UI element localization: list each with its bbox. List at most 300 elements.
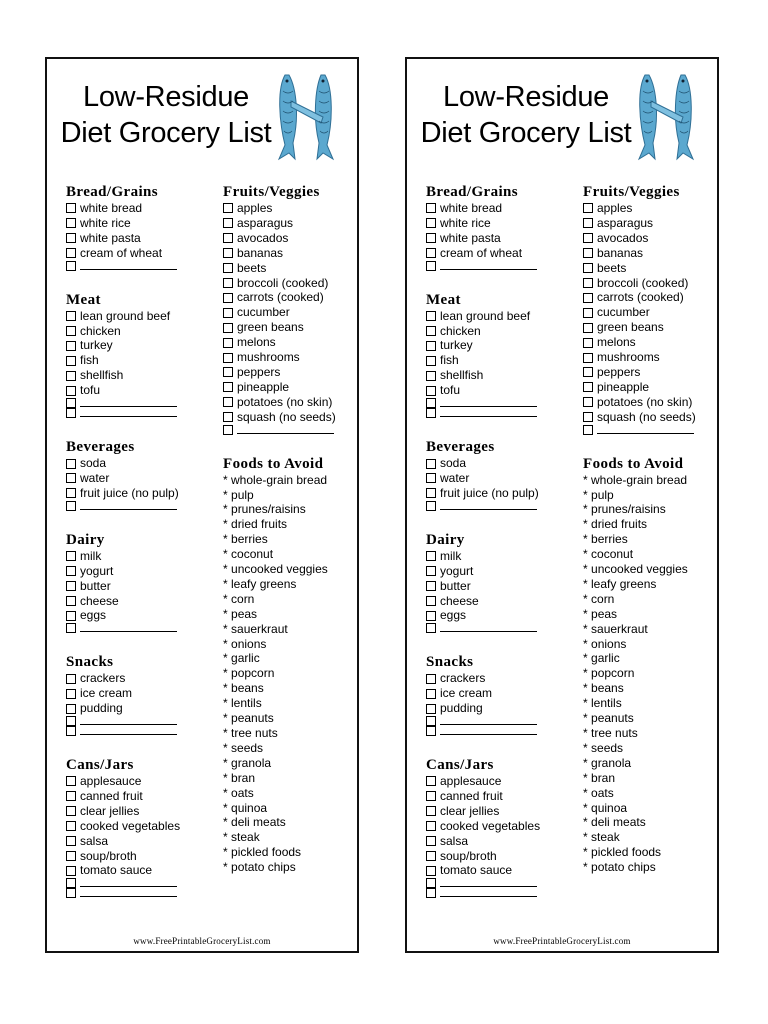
avoid-item: * granola [583,755,632,770]
fish-icon [275,71,339,163]
list-item[interactable]: lean ground beef [426,309,572,324]
checkbox[interactable] [426,866,436,876]
checkbox[interactable] [66,596,76,606]
avoid-item: * tree nuts [583,726,638,740]
blank-line [80,887,177,897]
list-item[interactable]: mushrooms [583,350,719,365]
checkbox[interactable] [66,704,76,714]
list-item[interactable]: shellfish [66,368,212,383]
list-item[interactable]: butter [426,579,572,594]
list-item[interactable]: soup/broth [426,849,572,864]
list-item[interactable]: turkey [426,338,572,353]
checkbox[interactable] [426,341,436,351]
section-avoid [223,455,359,875]
blank-item[interactable] [426,408,572,418]
checkbox[interactable] [426,716,436,726]
checkbox[interactable] [426,821,436,831]
list-item[interactable]: white rice [426,216,572,231]
blank-line [80,397,177,407]
checkbox[interactable] [223,338,233,348]
avoid-item: * pulp [583,487,614,502]
checkbox[interactable] [66,501,76,511]
list-item[interactable]: tofu [66,383,212,398]
section-dairy [66,531,212,634]
section-snacks [66,653,212,736]
checkbox[interactable] [426,356,436,366]
list-item[interactable]: potatoes (no skin) [583,395,719,410]
checkbox[interactable] [426,726,436,736]
section-title: Fruits/Veggies [223,184,320,200]
avoid-item: * peanuts [223,711,274,726]
checkbox[interactable] [426,791,436,801]
blank-item[interactable] [66,888,212,898]
blank-item[interactable] [66,501,212,511]
list-item[interactable]: milk [66,549,212,564]
checkbox[interactable] [583,367,593,377]
list-item[interactable]: pudding [426,701,572,716]
list-item[interactable]: clear jellies [66,804,212,819]
list-item[interactable]: peppers [223,365,359,380]
list-item[interactable]: broccoli (cooked) [583,276,719,291]
checkbox[interactable] [426,248,436,258]
section-title: Snacks [66,654,114,671]
list-item[interactable]: avocados [223,231,359,246]
avoid-item: * prunes/raisins [223,502,306,517]
checkbox[interactable] [223,353,233,363]
column-right [583,183,719,895]
avoid-item: * pickled foods [223,845,302,860]
blank-line [440,877,537,887]
blank-item[interactable] [66,261,212,271]
list-item[interactable]: white pasta [426,231,572,246]
checkbox[interactable] [66,371,76,381]
list-item[interactable]: cooked vegetables [66,819,212,834]
list-item[interactable]: chicken [66,324,212,339]
checkbox[interactable] [426,878,436,888]
section-cans [426,756,572,898]
checkbox[interactable] [426,408,436,418]
grocery-list-card-left [45,57,359,953]
avoid-item: * onions [583,636,627,651]
list-item[interactable]: white bread [66,201,212,216]
avoid-item: * quinoa [223,800,268,815]
checkbox[interactable] [583,308,593,318]
section-title: Dairy [66,531,105,548]
avoid-item: * leafy greens [583,576,657,591]
blank-item[interactable] [223,425,359,435]
checkbox[interactable] [426,566,436,576]
checkbox[interactable] [66,326,76,336]
list-item[interactable]: ice cream [66,686,212,701]
checkbox[interactable] [223,233,233,243]
checkbox[interactable] [426,776,436,786]
checkbox[interactable] [66,488,76,498]
section-snacks [426,653,572,736]
checkbox[interactable] [426,836,436,846]
avoid-item: * leafy greens [223,576,297,591]
checkbox[interactable] [66,248,76,258]
checkbox[interactable] [426,311,436,321]
checkbox[interactable] [426,488,436,498]
checkbox[interactable] [426,398,436,408]
list-item[interactable]: peppers [583,365,719,380]
blank-item[interactable] [66,623,212,633]
list-item[interactable]: fish [426,353,572,368]
checkbox[interactable] [66,386,76,396]
blank-item[interactable] [426,726,572,736]
list-item[interactable]: asparagus [583,216,719,231]
blank-item[interactable] [426,888,572,898]
section-meat [66,291,212,418]
list-item[interactable]: apples [223,201,359,216]
list-item[interactable]: cucumber [223,305,359,320]
list-item[interactable]: beets [583,261,719,276]
checkbox[interactable] [426,551,436,561]
list-item[interactable]: potatoes (no skin) [223,395,359,410]
avoid-item: * corn [583,591,615,606]
avoid-item: * garlic [223,651,260,666]
section-title: Foods to Avoid [583,455,684,472]
checkbox[interactable] [583,412,593,422]
list-item[interactable]: turkey [66,338,212,353]
checkbox[interactable] [66,311,76,321]
checkbox[interactable] [426,233,436,243]
list-item[interactable]: ice cream [426,686,572,701]
list-item[interactable]: bananas [583,246,719,261]
section-title: Cans/Jars [426,757,494,774]
section-bread [426,183,572,271]
checkbox[interactable] [583,218,593,228]
list-item[interactable]: crackers [426,671,572,686]
avoid-item: * seeds [223,740,264,755]
checkbox[interactable] [426,611,436,621]
checkbox[interactable] [426,806,436,816]
checkbox[interactable] [66,776,76,786]
avoid-item: * berries [223,532,268,547]
list-item[interactable]: melons [583,335,719,350]
list-item[interactable]: salsa [426,834,572,849]
checkbox[interactable] [66,261,76,271]
avoid-item: * sauerkraut [223,621,288,636]
checkbox[interactable] [66,821,76,831]
list-item[interactable]: apples [583,201,719,216]
checkbox[interactable] [66,851,76,861]
list-item[interactable]: cooked vegetables [426,819,572,834]
checkbox[interactable] [66,218,76,228]
section-title: Beverages [426,439,495,456]
checkbox[interactable] [583,233,593,243]
checkbox[interactable] [583,278,593,288]
checkbox[interactable] [66,806,76,816]
checkbox[interactable] [426,459,436,469]
list-item[interactable]: avocados [583,231,719,246]
checkbox[interactable] [583,263,593,273]
avoid-item: * garlic [583,651,620,666]
avoid-item: * steak [223,830,260,845]
checkbox[interactable] [223,278,233,288]
checkbox[interactable] [223,397,233,407]
blank-item[interactable] [583,425,719,435]
checkbox[interactable] [426,596,436,606]
checkbox[interactable] [426,674,436,684]
avoid-item: * coconut [223,547,274,562]
list-item[interactable]: pudding [66,701,212,716]
list-item[interactable]: water [66,471,212,486]
list-item[interactable]: applesauce [426,774,572,789]
avoid-item: * granola [223,755,272,770]
list-item[interactable]: squash (no seeds) [223,410,359,425]
section-title: Snacks [426,654,474,671]
checkbox[interactable] [66,233,76,243]
checkbox[interactable] [583,425,593,435]
column-right [223,183,359,895]
section-beverages [66,438,212,511]
checkbox[interactable] [66,408,76,418]
avoid-item: * deli meats [223,815,286,830]
list-item[interactable]: clear jellies [426,804,572,819]
checkbox[interactable] [66,866,76,876]
checkbox[interactable] [583,338,593,348]
checkbox[interactable] [66,398,76,408]
avoid-item: * bran [223,770,256,785]
fish-icon [635,71,699,163]
section-title: Fruits/Veggies [583,184,680,200]
list-title: Low-Residue Diet Grocery List [420,81,632,149]
footer-url[interactable]: www.FreePrintableGroceryList.com [493,936,631,946]
blank-line [80,407,177,417]
list-item[interactable]: cheese [426,594,572,609]
checkbox[interactable] [223,263,233,273]
checkbox[interactable] [426,371,436,381]
list-item[interactable]: green beans [223,320,359,335]
avoid-item: * lentils [583,696,622,711]
blank-item[interactable] [66,408,212,418]
checkbox[interactable] [223,218,233,228]
checkbox[interactable] [223,382,233,392]
section-dairy [426,531,572,634]
list-item[interactable]: white rice [66,216,212,231]
avoid-item: * coconut [583,547,634,562]
list-item[interactable]: soup/broth [66,849,212,864]
avoid-item: * peas [583,606,618,621]
checkbox[interactable] [223,425,233,435]
avoid-item: * prunes/raisins [583,502,666,517]
list-item[interactable]: carrots (cooked) [583,290,719,305]
checkbox[interactable] [223,293,233,303]
list-item[interactable]: eggs [66,608,212,623]
checkbox[interactable] [66,674,76,684]
checkbox[interactable] [66,623,76,633]
list-item[interactable]: pineapple [583,380,719,395]
list-item[interactable]: carrots (cooked) [223,290,359,305]
list-item[interactable]: asparagus [223,216,359,231]
avoid-item: * pickled foods [583,845,662,860]
checkbox[interactable] [583,203,593,213]
section-bread [66,183,212,271]
checkbox[interactable] [583,323,593,333]
list-item[interactable]: canned fruit [426,789,572,804]
blank-item[interactable] [426,623,572,633]
list-item[interactable]: broccoli (cooked) [223,276,359,291]
blank-item[interactable] [426,501,572,511]
list-item[interactable]: cheese [66,594,212,609]
avoid-item: * pulp [223,487,254,502]
blank-line [80,877,177,887]
checkbox[interactable] [66,551,76,561]
avoid-item: * onions [223,636,267,651]
checkbox[interactable] [426,623,436,633]
blank-line [80,715,177,725]
list-item[interactable]: applesauce [66,774,212,789]
avoid-item: * corn [223,591,255,606]
checkbox[interactable] [66,203,76,213]
list-item[interactable]: eggs [426,608,572,623]
checkbox[interactable] [426,689,436,699]
blank-line [80,260,177,270]
checkbox[interactable] [583,382,593,392]
avoid-item: * peanuts [583,711,634,726]
checkbox[interactable] [223,412,233,422]
blank-line [440,887,537,897]
list-item[interactable]: crackers [66,671,212,686]
checkbox[interactable] [66,341,76,351]
avoid-item: * seeds [583,740,624,755]
list-item[interactable]: tomato sauce [66,863,212,878]
checkbox[interactable] [426,851,436,861]
list-item[interactable]: butter [66,579,212,594]
checkbox[interactable] [66,878,76,888]
checkbox[interactable] [583,353,593,363]
section-cans [66,756,212,898]
checkbox[interactable] [223,367,233,377]
blank-item[interactable] [426,261,572,271]
list-item[interactable]: soda [426,456,572,471]
list-item[interactable]: mushrooms [223,350,359,365]
section-fruits [223,183,359,435]
checkbox[interactable] [426,386,436,396]
checkbox[interactable] [583,248,593,258]
avoid-item: * oats [223,785,254,800]
avoid-item: * beans [583,681,624,696]
list-item[interactable]: cucumber [583,305,719,320]
list-item[interactable]: melons [223,335,359,350]
list-item[interactable]: soda [66,456,212,471]
list-item[interactable]: chicken [426,324,572,339]
avoid-item: * potato chips [223,860,296,875]
checkbox[interactable] [66,689,76,699]
list-item[interactable]: shellfish [426,368,572,383]
list-item[interactable]: pineapple [223,380,359,395]
avoid-item: * sauerkraut [583,621,648,636]
checkbox[interactable] [426,261,436,271]
list-item[interactable]: white bread [426,201,572,216]
section-beverages [426,438,572,511]
blank-line [597,424,694,434]
section-title: Dairy [426,531,465,548]
list-item[interactable]: squash (no seeds) [583,410,701,425]
avoid-item: * beans [223,681,264,696]
list-item[interactable]: cream of wheat [426,246,572,261]
list-item[interactable]: green beans [583,320,719,335]
blank-line [440,407,537,417]
checkbox[interactable] [66,716,76,726]
section-title: Beverages [66,439,135,456]
checkbox[interactable] [223,203,233,213]
avoid-item: * uncooked veggies [583,562,688,577]
checkbox[interactable] [66,356,76,366]
checkbox[interactable] [426,704,436,714]
section-title: Meat [426,291,461,308]
checkbox[interactable] [426,218,436,228]
list-item[interactable]: tofu [426,383,572,398]
footer-url[interactable]: www.FreePrintableGroceryList.com [133,936,271,946]
list-item[interactable]: tomato sauce [426,863,572,878]
avoid-item: * deli meats [583,815,646,830]
checkbox[interactable] [583,397,593,407]
checkbox[interactable] [66,473,76,483]
list-title: Low-Residue Diet Grocery List [60,81,272,149]
section-title: Bread/Grains [66,184,159,200]
checkbox[interactable] [426,326,436,336]
checkbox[interactable] [66,726,76,736]
avoid-item: * dried fruits [223,517,288,532]
checkbox[interactable] [426,501,436,511]
list-item[interactable]: yogurt [66,564,212,579]
list-item[interactable]: fish [66,353,212,368]
blank-line [440,260,537,270]
checkbox[interactable] [66,888,76,898]
list-item[interactable]: milk [426,549,572,564]
list-item[interactable]: bananas [223,246,359,261]
checkbox[interactable] [223,323,233,333]
checkbox[interactable] [426,888,436,898]
avoid-item: * lentils [223,696,262,711]
list-item[interactable]: water [426,471,572,486]
checkbox[interactable] [66,566,76,576]
checkbox[interactable] [66,791,76,801]
avoid-item: * steak [583,830,620,845]
list-item[interactable]: lean ground beef [66,309,212,324]
blank-line [440,397,537,407]
avoid-item: * whole-grain bread [583,472,688,487]
list-item[interactable]: white pasta [66,231,212,246]
checkbox[interactable] [223,248,233,258]
checkbox[interactable] [426,473,436,483]
blank-line [80,725,177,735]
list-item[interactable]: fruit juice (no pulp) [66,486,212,501]
list-item[interactable]: canned fruit [66,789,212,804]
checkbox[interactable] [426,203,436,213]
checkbox[interactable] [66,836,76,846]
avoid-item: * peas [223,606,258,621]
blank-item[interactable] [66,726,212,736]
section-title: Foods to Avoid [223,455,324,472]
checkbox[interactable] [66,459,76,469]
checkbox[interactable] [583,293,593,303]
checkbox[interactable] [66,611,76,621]
list-item[interactable]: yogurt [426,564,572,579]
section-title: Bread/Grains [426,184,519,200]
blank-line [80,500,177,510]
list-item[interactable]: salsa [66,834,212,849]
blank-line [440,725,537,735]
checkbox[interactable] [66,581,76,591]
list-item[interactable]: fruit juice (no pulp) [426,486,572,501]
checkbox[interactable] [426,581,436,591]
checkbox[interactable] [223,308,233,318]
list-item[interactable]: cream of wheat [66,246,212,261]
list-item[interactable]: beets [223,261,359,276]
